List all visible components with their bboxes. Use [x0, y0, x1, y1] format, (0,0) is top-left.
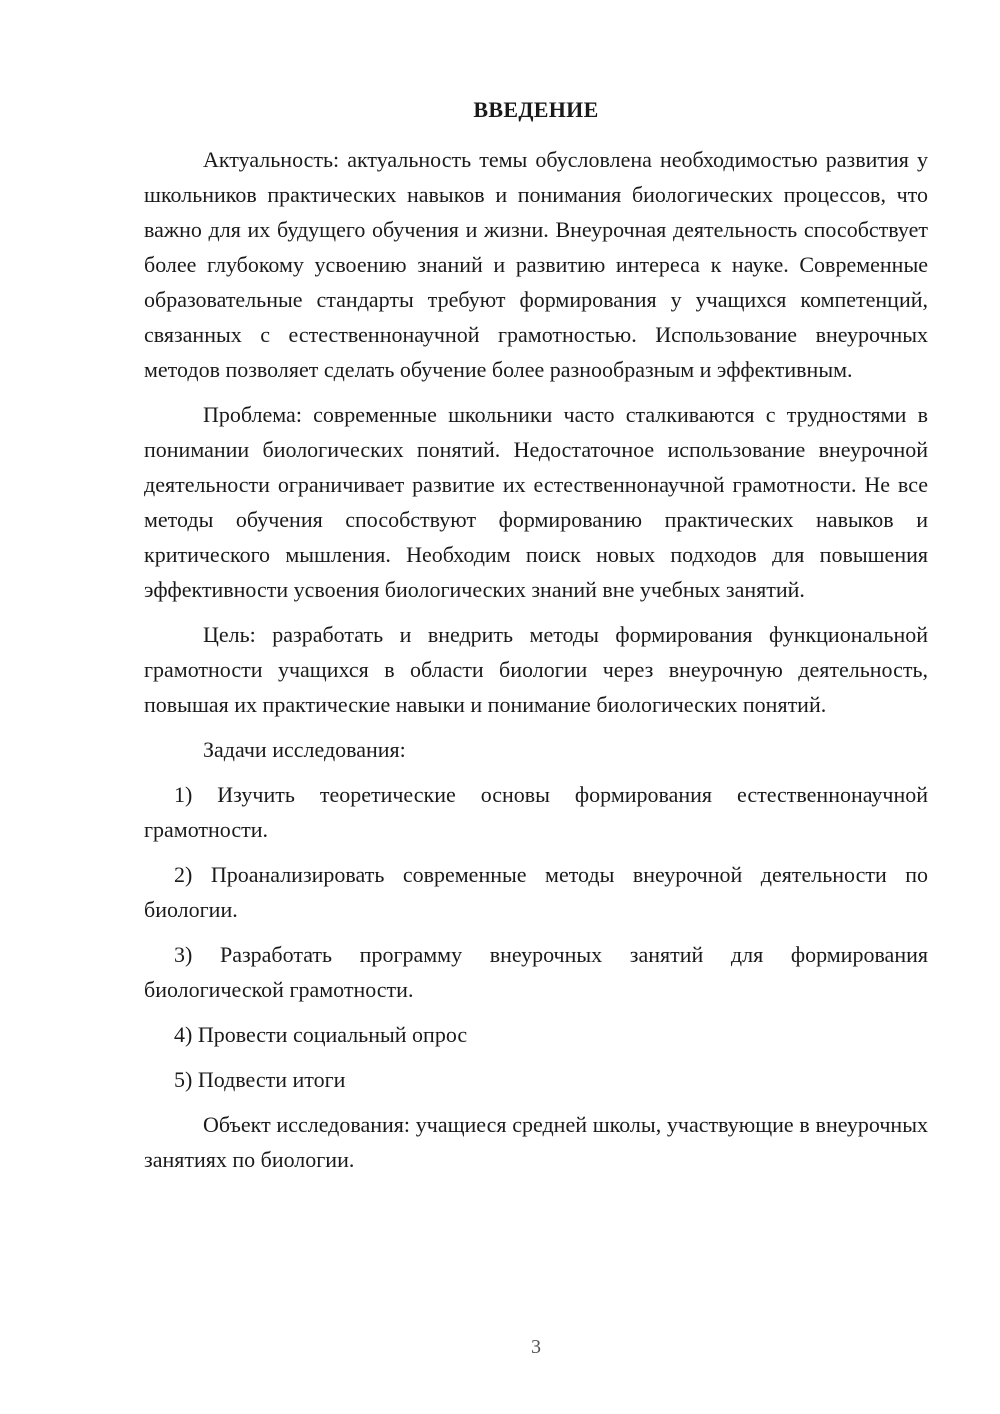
object-paragraph: Объект исследования: учащиеся средней школы, участвующие в внеурочных занятиях по биологии.: [144, 1112, 928, 1172]
page-number: 3: [531, 1336, 541, 1358]
tasks-heading: Задачи исследования:: [203, 737, 406, 762]
task-item-4: 4) Провести социальный опрос: [174, 1022, 468, 1047]
task-item-3: 3) Разработать программу внеурочных занятий для формирования биологической грамотности.: [144, 942, 928, 1002]
task-item-2: 2) Проанализировать современные методы внеурочной деятельности по биологии.: [144, 862, 928, 922]
section-title: ВВЕДЕНИЕ: [473, 97, 599, 122]
problem-paragraph: Проблема: современные школьники часто сталкиваются с трудностями в понимании биологических понятий. Недостаточное использование внеурочной деятельности ограничивает развитие их естественнонаучной грамотности. Не все методы обучения способствуют формированию практических навыков и критического мышления. Необходим поиск новых подходов для повышения эффективности усвоения биологических знаний вне учебных занятий.: [144, 402, 928, 602]
task-item-5: 5) Подвести итоги: [174, 1067, 346, 1092]
page-content: [144, 96, 928, 1187]
relevance-paragraph: Актуальность: актуальность темы обусловлена необходимостью развития у школьников практических навыков и понимания биологических процессов, что важно для их будущего обучения и жизни. Внеурочная деятельность способствует более глубокому усвоению знаний и развитию интереса к науке. Современные образовательные стандарты требуют формирования у учащихся компетенций, связанных с естественнонаучной грамотностью. Использование внеурочных методов позволяет сделать обучение более разнообразным и эффективным.: [144, 147, 928, 382]
task-item-1: 1) Изучить теоретические основы формирования естественнонаучной грамотности.: [144, 782, 928, 842]
goal-paragraph: Цель: разработать и внедрить методы формирования функциональной грамотности учащихся в области биологии через внеурочную деятельность, повышая их практические навыки и понимание биологических понятий.: [144, 622, 928, 717]
